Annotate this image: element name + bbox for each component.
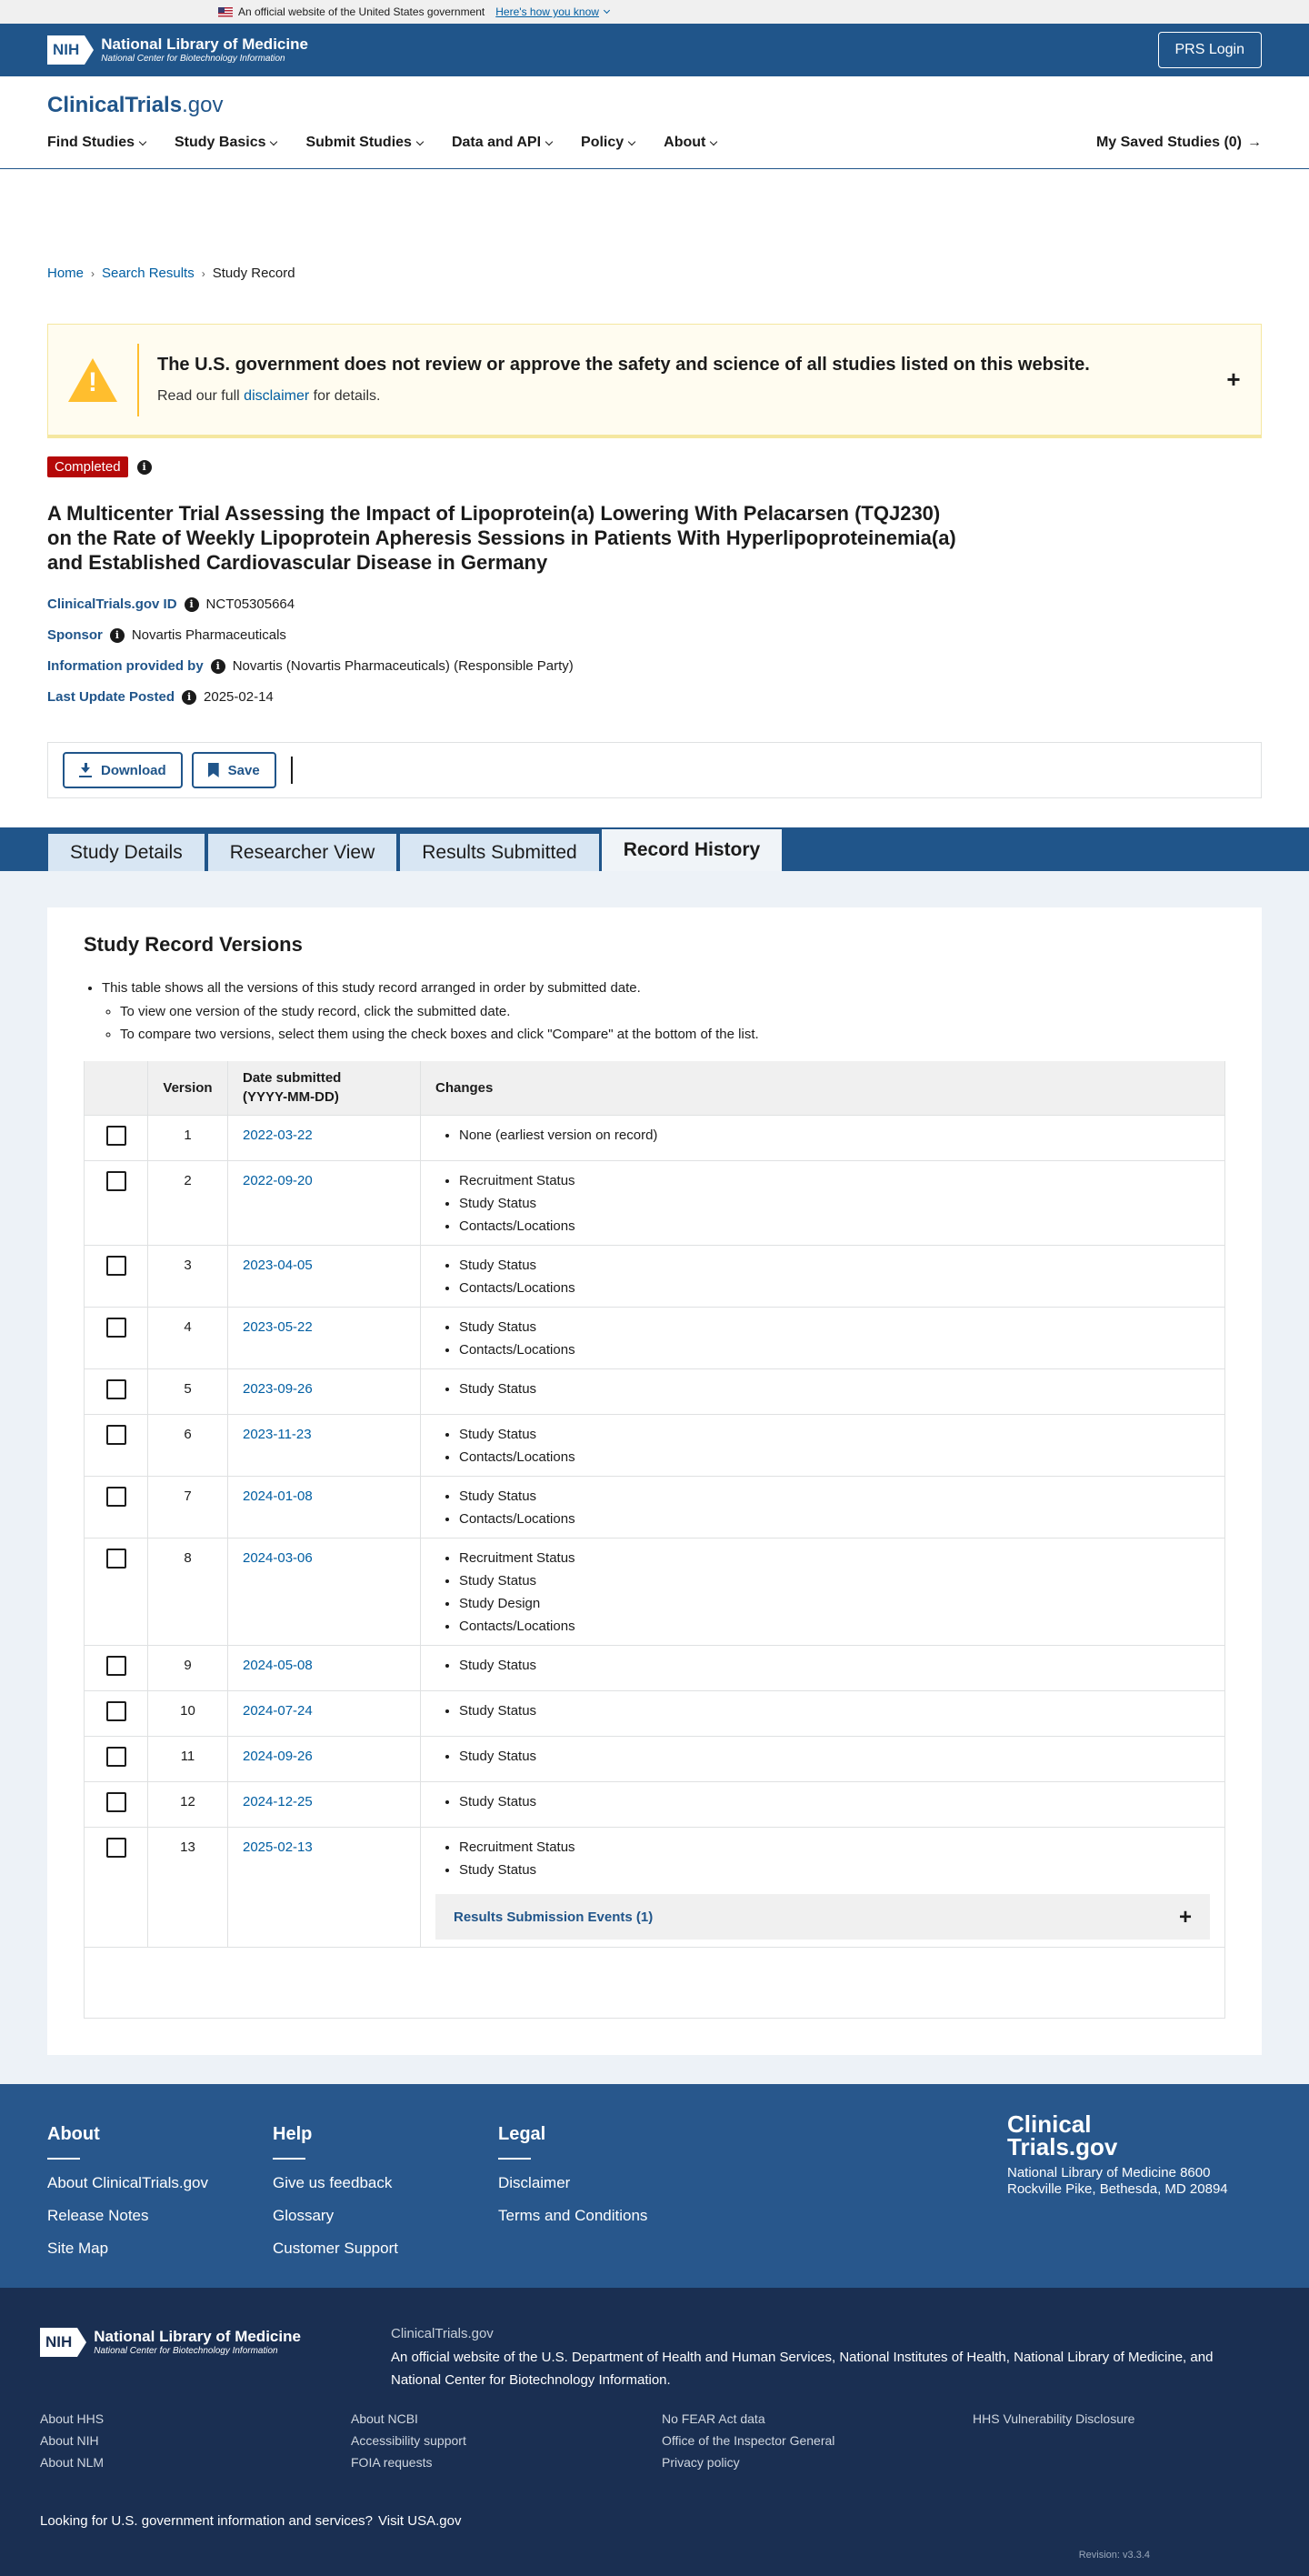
info-icon[interactable]: i	[137, 460, 152, 475]
version-checkbox[interactable]	[106, 1747, 126, 1767]
footer-legal: Legal Disclaimer Terms and Conditions	[498, 2124, 648, 2224]
actions-bar	[47, 742, 1262, 798]
footer-about: About About ClinicalTrials.gov Release Notes Site Map	[47, 2124, 208, 2257]
table-row	[85, 1477, 1225, 1539]
change-item: • Study Status	[459, 1423, 1210, 1446]
version-checkbox[interactable]	[106, 1656, 126, 1676]
last-update-row: Last Update Posted i 2025-02-14	[47, 689, 274, 705]
footer-link-feedback[interactable]: Give us feedback	[273, 2174, 393, 2191]
chevron-down-icon	[710, 137, 717, 145]
nav-study-basics[interactable]: Study Basics	[175, 135, 276, 151]
chevron-down-icon	[416, 137, 424, 145]
hhs-link[interactable]: U.S. Department of Health and Human Services	[541, 2349, 832, 2365]
status-badge: Completed	[47, 456, 128, 477]
link-privacy[interactable]: Privacy policy	[662, 2455, 740, 2470]
version-checkbox[interactable]	[106, 1792, 126, 1812]
table-row	[85, 1691, 1225, 1737]
breadcrumb-search-results[interactable]: Search Results	[102, 266, 195, 281]
footer-nlm-logo[interactable]: NIH National Library of Medicine National Center for Biotechnology Information	[40, 2328, 301, 2357]
nih-logo-icon: NIH	[40, 2328, 86, 2357]
footer-link-site-map[interactable]: Site Map	[47, 2240, 109, 2257]
download-button[interactable]: Download	[63, 752, 183, 788]
version-checkbox[interactable]	[106, 1425, 126, 1445]
change-item: • Study Status	[459, 1569, 1210, 1592]
link-about-ncbi[interactable]: About NCBI	[351, 2411, 418, 2426]
change-item: • Recruitment Status	[459, 1836, 1210, 1859]
nav-submit-studies[interactable]: Submit Studies	[305, 135, 422, 151]
warning-icon: !	[68, 358, 117, 402]
link-about-hhs[interactable]: About HHS	[40, 2411, 105, 2426]
version-checkbox[interactable]	[106, 1549, 126, 1569]
change-item: • Study Status	[459, 1790, 1210, 1813]
col-changes: Changes	[421, 1061, 1225, 1116]
table-row	[85, 1415, 1225, 1477]
last-update-value: 2025-02-14	[204, 689, 274, 705]
expand-icon: +	[1178, 1904, 1192, 1929]
expand-alert-icon[interactable]: +	[1226, 366, 1241, 393]
status-row	[47, 456, 152, 477]
prs-login-button[interactable]: PRS Login	[1158, 32, 1263, 68]
col-select	[85, 1061, 148, 1116]
version-date-link[interactable]: 2022-09-20	[243, 1173, 313, 1188]
main-nav	[47, 135, 1262, 151]
study-id-value: NCT05305664	[205, 596, 295, 612]
change-item: • Study Design	[459, 1592, 1210, 1615]
info-provided-row: Information provided by i Novartis (Novartis Pharmaceuticals) (Responsible Party)	[47, 658, 574, 674]
version-number: 2	[148, 1161, 228, 1246]
nlm-name: National Library of Medicine	[101, 35, 308, 54]
save-button[interactable]: Save	[192, 752, 276, 788]
chevron-right-icon: ›	[91, 266, 95, 280]
version-date-link[interactable]: 2025-02-13	[243, 1839, 313, 1855]
change-item: • Study Status	[459, 1654, 1210, 1677]
version-date-link[interactable]: 2022-03-22	[243, 1128, 313, 1143]
footer-link-terms[interactable]: Terms and Conditions	[498, 2207, 648, 2224]
version-number: 12	[148, 1782, 228, 1828]
version-checkbox[interactable]	[106, 1487, 126, 1507]
version-date-link[interactable]: 2023-05-22	[243, 1319, 313, 1335]
bookmark-icon	[208, 763, 219, 777]
main-area	[0, 76, 1309, 827]
version-checkbox[interactable]	[106, 1171, 126, 1191]
link-vulnerability[interactable]: HHS Vulnerability Disclosure	[973, 2411, 1135, 2426]
col-version: Version	[148, 1061, 228, 1116]
study-id-row: ClinicalTrials.gov ID i NCT05305664	[47, 596, 295, 612]
col-date: Date submitted (YYYY-MM-DD)	[228, 1061, 421, 1116]
alert-body: Read our full disclaimer for details.	[157, 388, 381, 404]
footer-address: National Library of Medicine 8600 Rockville Pike, Bethesda, MD 20894	[1007, 2164, 1228, 2198]
change-item: • Contacts/Locations	[459, 1446, 1210, 1468]
table-row	[85, 1828, 1225, 1948]
version-date-link[interactable]: 2024-12-25	[243, 1794, 313, 1809]
version-checkbox[interactable]	[106, 1318, 126, 1338]
footer-help: Help Give us feedback Glossary Customer Support	[273, 2124, 398, 2257]
revision-label: Revision: v3.3.4	[1078, 2550, 1150, 2561]
version-number: 7	[148, 1477, 228, 1539]
version-number: 5	[148, 1369, 228, 1415]
nav-data-and-api[interactable]: Data and API	[452, 135, 552, 151]
footer-bottom	[0, 2288, 1309, 2576]
ncbi-name: National Center for Biotechnology Information	[101, 53, 285, 64]
download-icon	[79, 763, 92, 777]
footer-link-disclaimer[interactable]: Disclaimer	[498, 2174, 571, 2191]
saved-studies-link[interactable]: My Saved Studies (0) →	[1095, 135, 1262, 150]
info-provided-value: Novartis (Novartis Pharmaceuticals) (Responsible Party)	[232, 658, 574, 674]
version-date-link[interactable]: 2023-04-05	[243, 1258, 313, 1273]
footer-top	[0, 2084, 1309, 2288]
nih-logo-icon: NIH	[47, 35, 94, 65]
chevron-down-icon	[139, 137, 146, 145]
version-checkbox[interactable]	[106, 1379, 126, 1399]
tab-results-submitted[interactable]: Results Submitted	[399, 833, 599, 871]
footer-link-glossary[interactable]: Glossary	[273, 2207, 335, 2224]
alert-title: The U.S. government does not review or approve the safety and science of all studies listed on this website.	[157, 355, 1090, 375]
table-row	[85, 1782, 1225, 1828]
version-checkbox[interactable]	[106, 1256, 126, 1276]
version-number: 9	[148, 1646, 228, 1691]
info-icon[interactable]: i	[110, 628, 125, 643]
change-item: • Contacts/Locations	[459, 1338, 1210, 1361]
footer-bottom-links	[40, 2411, 1245, 2470]
version-number: 3	[148, 1246, 228, 1308]
link-accessibility[interactable]: Accessibility support	[351, 2433, 466, 2448]
table-row	[85, 1369, 1225, 1415]
change-item: • Study Status	[459, 1859, 1210, 1881]
table-row	[85, 1539, 1225, 1646]
usa-gov-row: Looking for U.S. government information and services? Visit USA.gov	[40, 2513, 462, 2529]
versions-card	[47, 907, 1262, 2055]
version-number: 10	[148, 1691, 228, 1737]
version-date-link[interactable]: 2024-01-08	[243, 1488, 313, 1504]
info-icon[interactable]: i	[211, 659, 225, 674]
versions-table	[84, 1061, 1225, 2020]
sponsor-row: Sponsor i Novartis Pharmaceuticals	[47, 627, 286, 643]
chevron-right-icon: ›	[201, 266, 205, 280]
version-checkbox[interactable]	[106, 1701, 126, 1721]
breadcrumb	[47, 266, 295, 281]
version-number: 8	[148, 1539, 228, 1646]
version-checkbox[interactable]	[106, 1838, 126, 1858]
disclaimer-alert	[47, 324, 1262, 438]
usa-gov-link[interactable]: Visit USA.gov	[378, 2513, 462, 2529]
compare-row	[85, 1948, 1225, 2019]
study-tabs	[0, 827, 1309, 871]
tab-record-history[interactable]: Record History	[602, 829, 783, 871]
version-checkbox[interactable]	[106, 1126, 126, 1146]
sponsor-value: Novartis Pharmaceuticals	[131, 627, 286, 643]
change-item: • Contacts/Locations	[459, 1508, 1210, 1530]
chevron-down-icon	[604, 7, 610, 14]
link-inspector-general[interactable]: Office of the Inspector General	[662, 2433, 835, 2448]
version-date-link[interactable]: 2023-09-26	[243, 1381, 313, 1397]
official-statement: ClinicalTrials.gov An official website of the U.S. Department of Health and Human Services, National Institutes of Health, National Library of Medicine, and National Center for Biotechnology Information.	[391, 2326, 1214, 2388]
table-row	[85, 1646, 1225, 1691]
clinicaltrials-logo[interactable]: ClinicalTrials.gov	[47, 93, 224, 117]
arrow-right-icon: →	[1247, 135, 1262, 150]
change-item: • Contacts/Locations	[459, 1615, 1210, 1638]
breadcrumb-current: Study Record	[212, 266, 295, 281]
link-about-nih[interactable]: About NIH	[40, 2433, 99, 2448]
footer-link-release-notes[interactable]: Release Notes	[47, 2207, 149, 2224]
change-item: • Recruitment Status	[459, 1547, 1210, 1569]
version-date-link[interactable]: 2024-03-06	[243, 1550, 313, 1566]
change-item: • Study Status	[459, 1254, 1210, 1277]
record-history-panel	[0, 871, 1309, 2084]
link-about-nlm[interactable]: About NLM	[40, 2455, 105, 2470]
version-date-link[interactable]: 2023-11-23	[243, 1427, 312, 1442]
change-item: • Study Status	[459, 1316, 1210, 1338]
chevron-down-icon	[270, 137, 277, 145]
version-date-link[interactable]: 2024-07-24	[243, 1703, 313, 1719]
change-item: • Contacts/Locations	[459, 1215, 1210, 1238]
nav-about[interactable]: About	[664, 135, 716, 151]
link-foia[interactable]: FOIA requests	[351, 2455, 433, 2470]
info-icon[interactable]: i	[182, 690, 196, 705]
link-no-fear[interactable]: No FEAR Act data	[662, 2411, 765, 2426]
change-item: • Study Status	[459, 1699, 1210, 1722]
tab-researcher-view[interactable]: Researcher View	[207, 833, 398, 871]
tab-study-details[interactable]: Study Details	[47, 833, 205, 871]
breadcrumb-home[interactable]: Home	[47, 266, 85, 281]
change-item: • Study Status	[459, 1378, 1210, 1400]
table-row	[85, 1161, 1225, 1246]
table-row	[85, 1308, 1225, 1369]
info-icon[interactable]: i	[185, 597, 199, 612]
version-number: 11	[148, 1737, 228, 1782]
change-item: • Study Status	[459, 1485, 1210, 1508]
table-row	[85, 1116, 1225, 1161]
version-number: 1	[148, 1116, 228, 1161]
change-item: • Contacts/Locations	[459, 1277, 1210, 1299]
version-date-link[interactable]: 2024-05-08	[243, 1658, 313, 1673]
versions-intro: • This table shows all the versions of this study record arranged in order by submitted date. ◦ To view one version of the study record, click the submitted date. ◦ To compare two versions, select them using the check boxes and click "Compare" at the bottom of the list.	[84, 977, 1225, 1047]
table-row	[85, 1246, 1225, 1308]
nav-find-studies[interactable]: Find Studies	[47, 135, 145, 151]
table-row	[85, 1737, 1225, 1782]
chevron-down-icon	[545, 137, 553, 145]
footer-ct-logo: Clinical Trials.gov National Library of Medicine 8600 Rockville Pike, Bethesda, MD 20894	[1007, 2113, 1234, 2199]
chevron-down-icon	[628, 137, 635, 145]
footer-link-about[interactable]: About ClinicalTrials.gov	[47, 2174, 208, 2191]
site-header	[0, 76, 1309, 169]
gov-banner	[0, 0, 1309, 24]
study-title: A Multicenter Trial Assessing the Impact of Lipoprotein(a) Lowering With Pelacarsen (TQJ230) on the Rate of Weekly Lipoprotein Apheresis Sessions in Patients With Hyperlipoproteinemia(a) and Established Cardiovascular Disease in Germany	[47, 502, 956, 574]
us-flag-icon	[218, 7, 233, 17]
ncbi-link[interactable]: National Center for Biotechnology Information	[391, 2372, 667, 2388]
change-item: • Recruitment Status	[459, 1169, 1210, 1192]
change-item: • None (earliest version on record)	[459, 1124, 1210, 1147]
version-date-link[interactable]: 2024-09-26	[243, 1749, 313, 1764]
disclaimer-link[interactable]: disclaimer	[244, 388, 310, 404]
change-item: • Study Status	[459, 1745, 1210, 1768]
how-you-know-link[interactable]: Here's how you know	[495, 5, 599, 18]
change-item: • Study Status	[459, 1192, 1210, 1215]
versions-heading: Study Record Versions	[84, 933, 303, 956]
results-submission-events[interactable]: Results Submission Events (1) +	[435, 1894, 1210, 1940]
nlm-logo[interactable]	[47, 35, 308, 65]
footer-link-support[interactable]: Customer Support	[273, 2240, 398, 2257]
nih-header	[0, 24, 1309, 76]
nih-link[interactable]: National Institutes of Health	[839, 2349, 1006, 2365]
version-number: 13	[148, 1828, 228, 1948]
version-number: 4	[148, 1308, 228, 1369]
nav-policy[interactable]: Policy	[581, 135, 635, 151]
version-number: 6	[148, 1415, 228, 1477]
nlm-link[interactable]: National Library of Medicine	[1014, 2349, 1184, 2365]
text-cursor	[291, 757, 293, 784]
gov-banner-text: An official website of the United States government	[238, 5, 485, 18]
